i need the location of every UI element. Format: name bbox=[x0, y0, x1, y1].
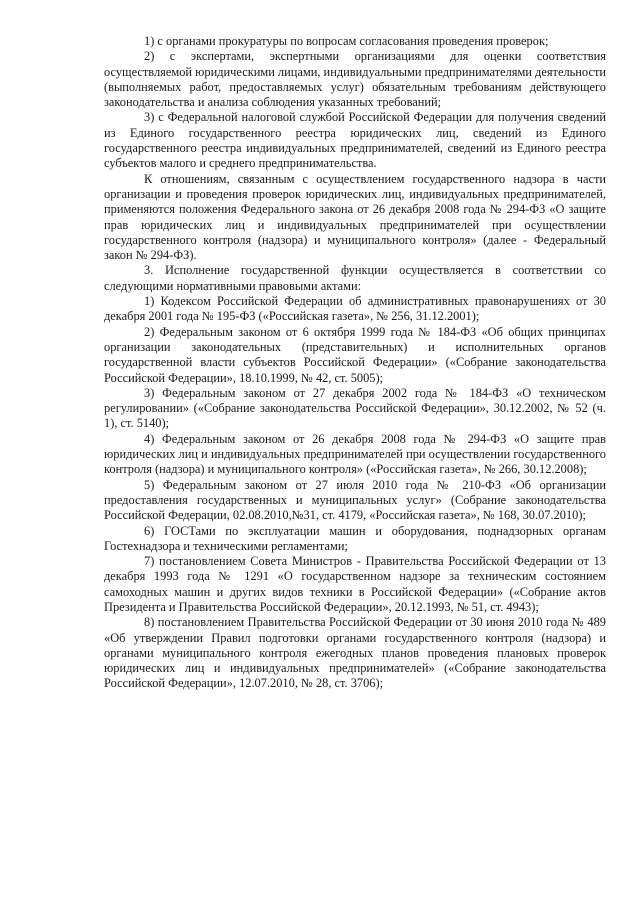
paragraph-12: 7) постановлением Совета Министров - Правительства Российской Федерации от 13 декабря 1993 года № 1291 «О государственном надзоре за техническим состоянием самоходных машин и других видов техники в Российской Федерации» («Собрание актов Президента и Правительства Российской Федерации», 20.12.1993, № 51, ст. 4943); bbox=[104, 554, 606, 614]
paragraph-6: 1) Кодексом Российской Федерации об административных правонарушениях от 30 декабря 2001 года № 195-ФЗ («Российская газета», № 256, 31.12.2001); bbox=[104, 294, 606, 324]
document-body bbox=[104, 34, 606, 692]
paragraph-2: 2) с экспертами, экспертными организациями для оценки соответствия осуществляемой юридическими лицами, индивидуальными предпринимателями деятельности (выполняемых работ, предоставляемых услуг) обязательным требованиям действующего законодательства и анализа соблюдения указанных требований; bbox=[104, 49, 606, 110]
paragraph-4: К отношениям, связанным с осуществлением государственного надзора в части организации и проведения проверок юридических лиц, индивидуальных предпринимателей, применяются положения Федерального закона от 26 декабря 2008 года № 294-ФЗ «О защите прав юридических лиц и индивидуальных предпринимателей при осуществлении государственного контроля (надзора) и муниципального контроля» (далее - Федеральный закон № 294-ФЗ). bbox=[104, 171, 606, 263]
paragraph-7: 2) Федеральным законом от 6 октября 1999 года № 184-ФЗ «Об общих принципах организации законодательных (представительных) и исполнительных органов государственной власти субъектов Российской Федерации» («Собрание законодательства Российской Федерации», 18.10.1999, № 42, ст. 5005); bbox=[104, 324, 606, 385]
paragraph-13: 8) постановлением Правительства Российской Федерации от 30 июня 2010 года № 489 «Об утверждении Правил подготовки органами государственного контроля (надзора) и органами муниципального контроля ежегодных планов проведения плановых проверок юридических лиц и индивидуальных предпринимателей» («Собрание законодательства Российской Федерации», 12.07.2010, № 28, ст. 3706); bbox=[104, 615, 606, 691]
paragraph-1: 1) с органами прокуратуры по вопросам согласования проведения проверок; bbox=[144, 34, 549, 48]
paragraph-11: 6) ГОСТами по эксплуатации машин и оборудования, поднадзорных органам Гостехнадзора и техническими регламентами; bbox=[104, 523, 606, 553]
paragraph-3: 3) с Федеральной налоговой службой Российской Федерации для получения сведений из Единого государственного реестра юридических лиц, сведений из Единого государственного реестра индивидуальных предпринимателей, сведений из Единого реестра субъектов малого и среднего предпринимательства. bbox=[104, 110, 606, 171]
paragraph-10: 5) Федеральным законом от 27 июля 2010 года № 210-ФЗ «Об организации предоставления государственных и муниципальных услуг» (Собрание законодательства Российской Федерации, 02.08.2010,№31, ст. 4179, «Российская газета», № 168, 30.07.2010); bbox=[104, 477, 606, 523]
paragraph-5: 3. Исполнение государственной функции осуществляется в соответствии со следующими нормативными правовыми актами: bbox=[104, 263, 606, 293]
paragraph-8: 3) Федеральным законом от 27 декабря 2002 года № 184-ФЗ «О техническом регулировании» («Собрание законодательства Российской Федерации», 30.12.2002, № 52 (ч. 1), ст. 5140); bbox=[104, 385, 606, 431]
paragraph-9: 4) Федеральным законом от 26 декабря 2008 года № 294-ФЗ «О защите прав юридических лиц и индивидуальных предпринимателей при осуществлении государственного контроля (надзора) и муниципального контроля» («Российская газета», № 266, 30.12.2008); bbox=[104, 431, 606, 477]
